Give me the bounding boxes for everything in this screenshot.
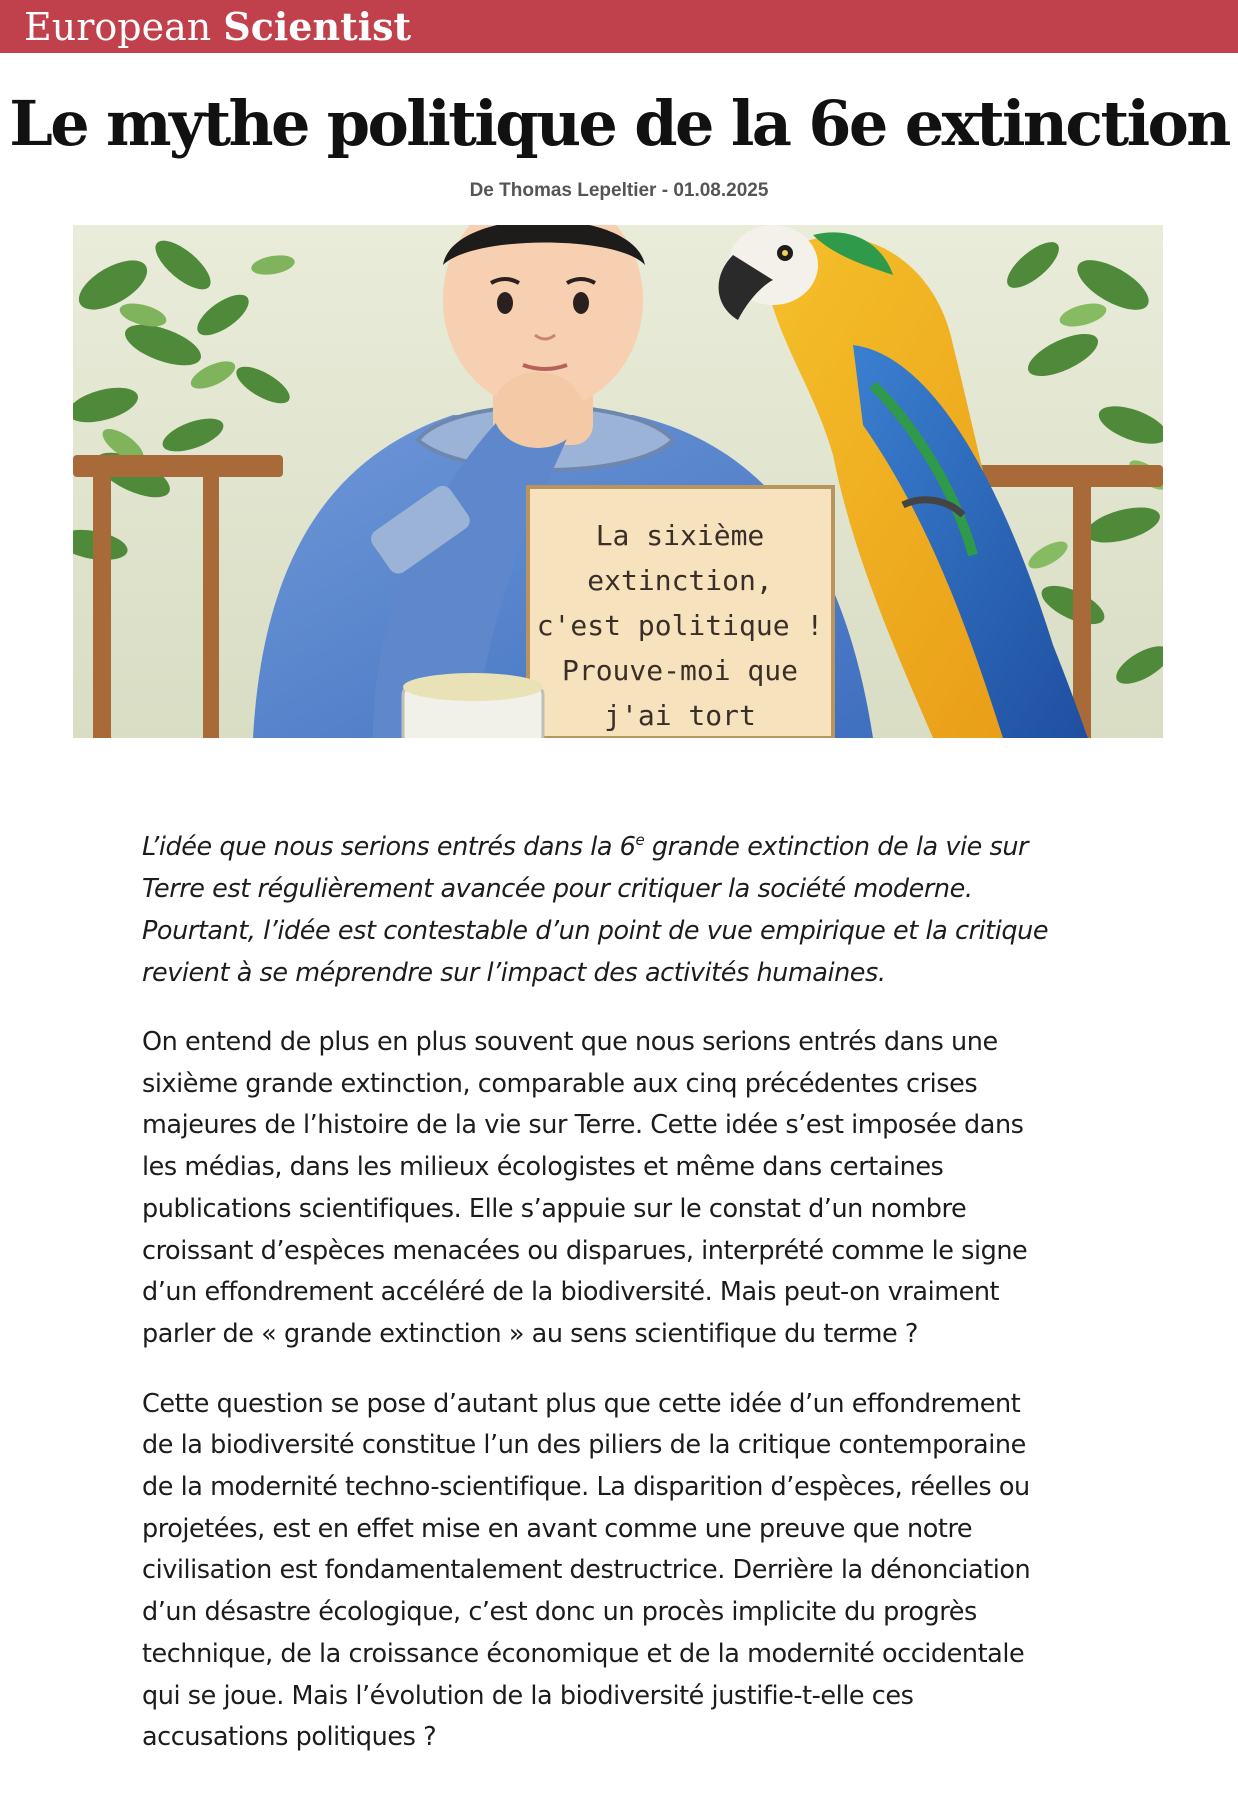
p2-line: accusations politiques ?: [142, 1722, 437, 1753]
p2-line: qui se joue. Mais l’évolution de la biodiversité justifie-t-elle ces: [142, 1680, 914, 1711]
article-body: [142, 826, 1132, 1787]
article-paragraph-1: [142, 1022, 1132, 1356]
article-lede: [142, 826, 1132, 994]
lede-line-4: revient à se méprendre sur l’impact des activités humaines.: [142, 958, 886, 988]
p2-line: technique, de la croissance économique et de la modernité occidentale: [142, 1638, 1025, 1669]
article-paragraph-2: [142, 1384, 1132, 1759]
p1-line: publications scientifiques. Elle s’appuie sur le constat d’un nombre: [142, 1193, 967, 1224]
p2-line: Cette question se pose d’autant plus que cette idée d’un effondrement: [142, 1388, 1021, 1419]
p2-line: civilisation est fondamentalement destructrice. Derrière la dénonciation: [142, 1555, 1031, 1586]
p1-line: majeures de l’histoire de la vie sur Terre. Cette idée s’est imposée dans: [142, 1110, 1024, 1141]
p1-line: d’un effondrement accéléré de la biodiversité. Mais peut-on vraiment: [142, 1277, 1000, 1308]
lede-superscript: e: [635, 831, 645, 849]
p2-line: d’un désastre écologique, c’est donc un procès implicite du progrès: [142, 1597, 977, 1628]
p2-line: de la biodiversité constitue l’un des piliers de la critique contemporaine: [142, 1430, 1026, 1461]
hero-illustration: [73, 225, 1163, 738]
p1-line: parler de « grande extinction » au sens scientifique du terme ?: [142, 1318, 918, 1349]
lede-text-1b: grande extinction de la vie sur: [644, 832, 1029, 862]
p1-line: On entend de plus en plus souvent que nous serions entrés dans une: [142, 1027, 998, 1057]
site-header: [0, 0, 1238, 53]
p2-line: de la modernité techno-scientifique. La disparition d’espèces, réelles ou: [142, 1472, 1030, 1503]
sign-line-2: extinction,: [587, 564, 773, 597]
p2-line: projetées, est en effet mise en avant comme une preuve que notre: [142, 1513, 973, 1544]
article-hero-image[interactable]: [73, 225, 1163, 738]
brand-name-part2: Scientist: [223, 3, 412, 49]
lede-line-2: Terre est régulièrement avancée pour critiquer la société moderne.: [142, 874, 973, 904]
sign-line-5: j'ai tort: [604, 699, 756, 732]
p1-line: croissant d’espèces menacées ou disparues, interprété comme le signe: [142, 1235, 1028, 1266]
p1-line: sixième grande extinction, comparable aux cinq précédentes crises: [142, 1068, 978, 1099]
sign-line-3: c'est politique !: [536, 609, 824, 642]
lede-text-1a: L’idée que nous serions entrés dans la 6: [142, 832, 636, 862]
brand-name-part1: European: [24, 4, 224, 49]
article-title: Le mythe politique de la 6e extinction: [9, 87, 1229, 160]
article-byline: De Thomas Lepeltier - 01.08.2025: [469, 180, 769, 201]
person-hand: [493, 372, 583, 448]
sign-line-4: Prouve-moi que: [561, 654, 799, 687]
p1-line: les médias, dans les milieux écologistes et même dans certaines: [142, 1152, 944, 1183]
sign-line-1: La sixième: [595, 519, 765, 552]
lede-line-3: Pourtant, l’idée est contestable d’un point de vue empirique et la critique: [142, 916, 1049, 946]
site-logo-link[interactable]: [24, 3, 412, 49]
